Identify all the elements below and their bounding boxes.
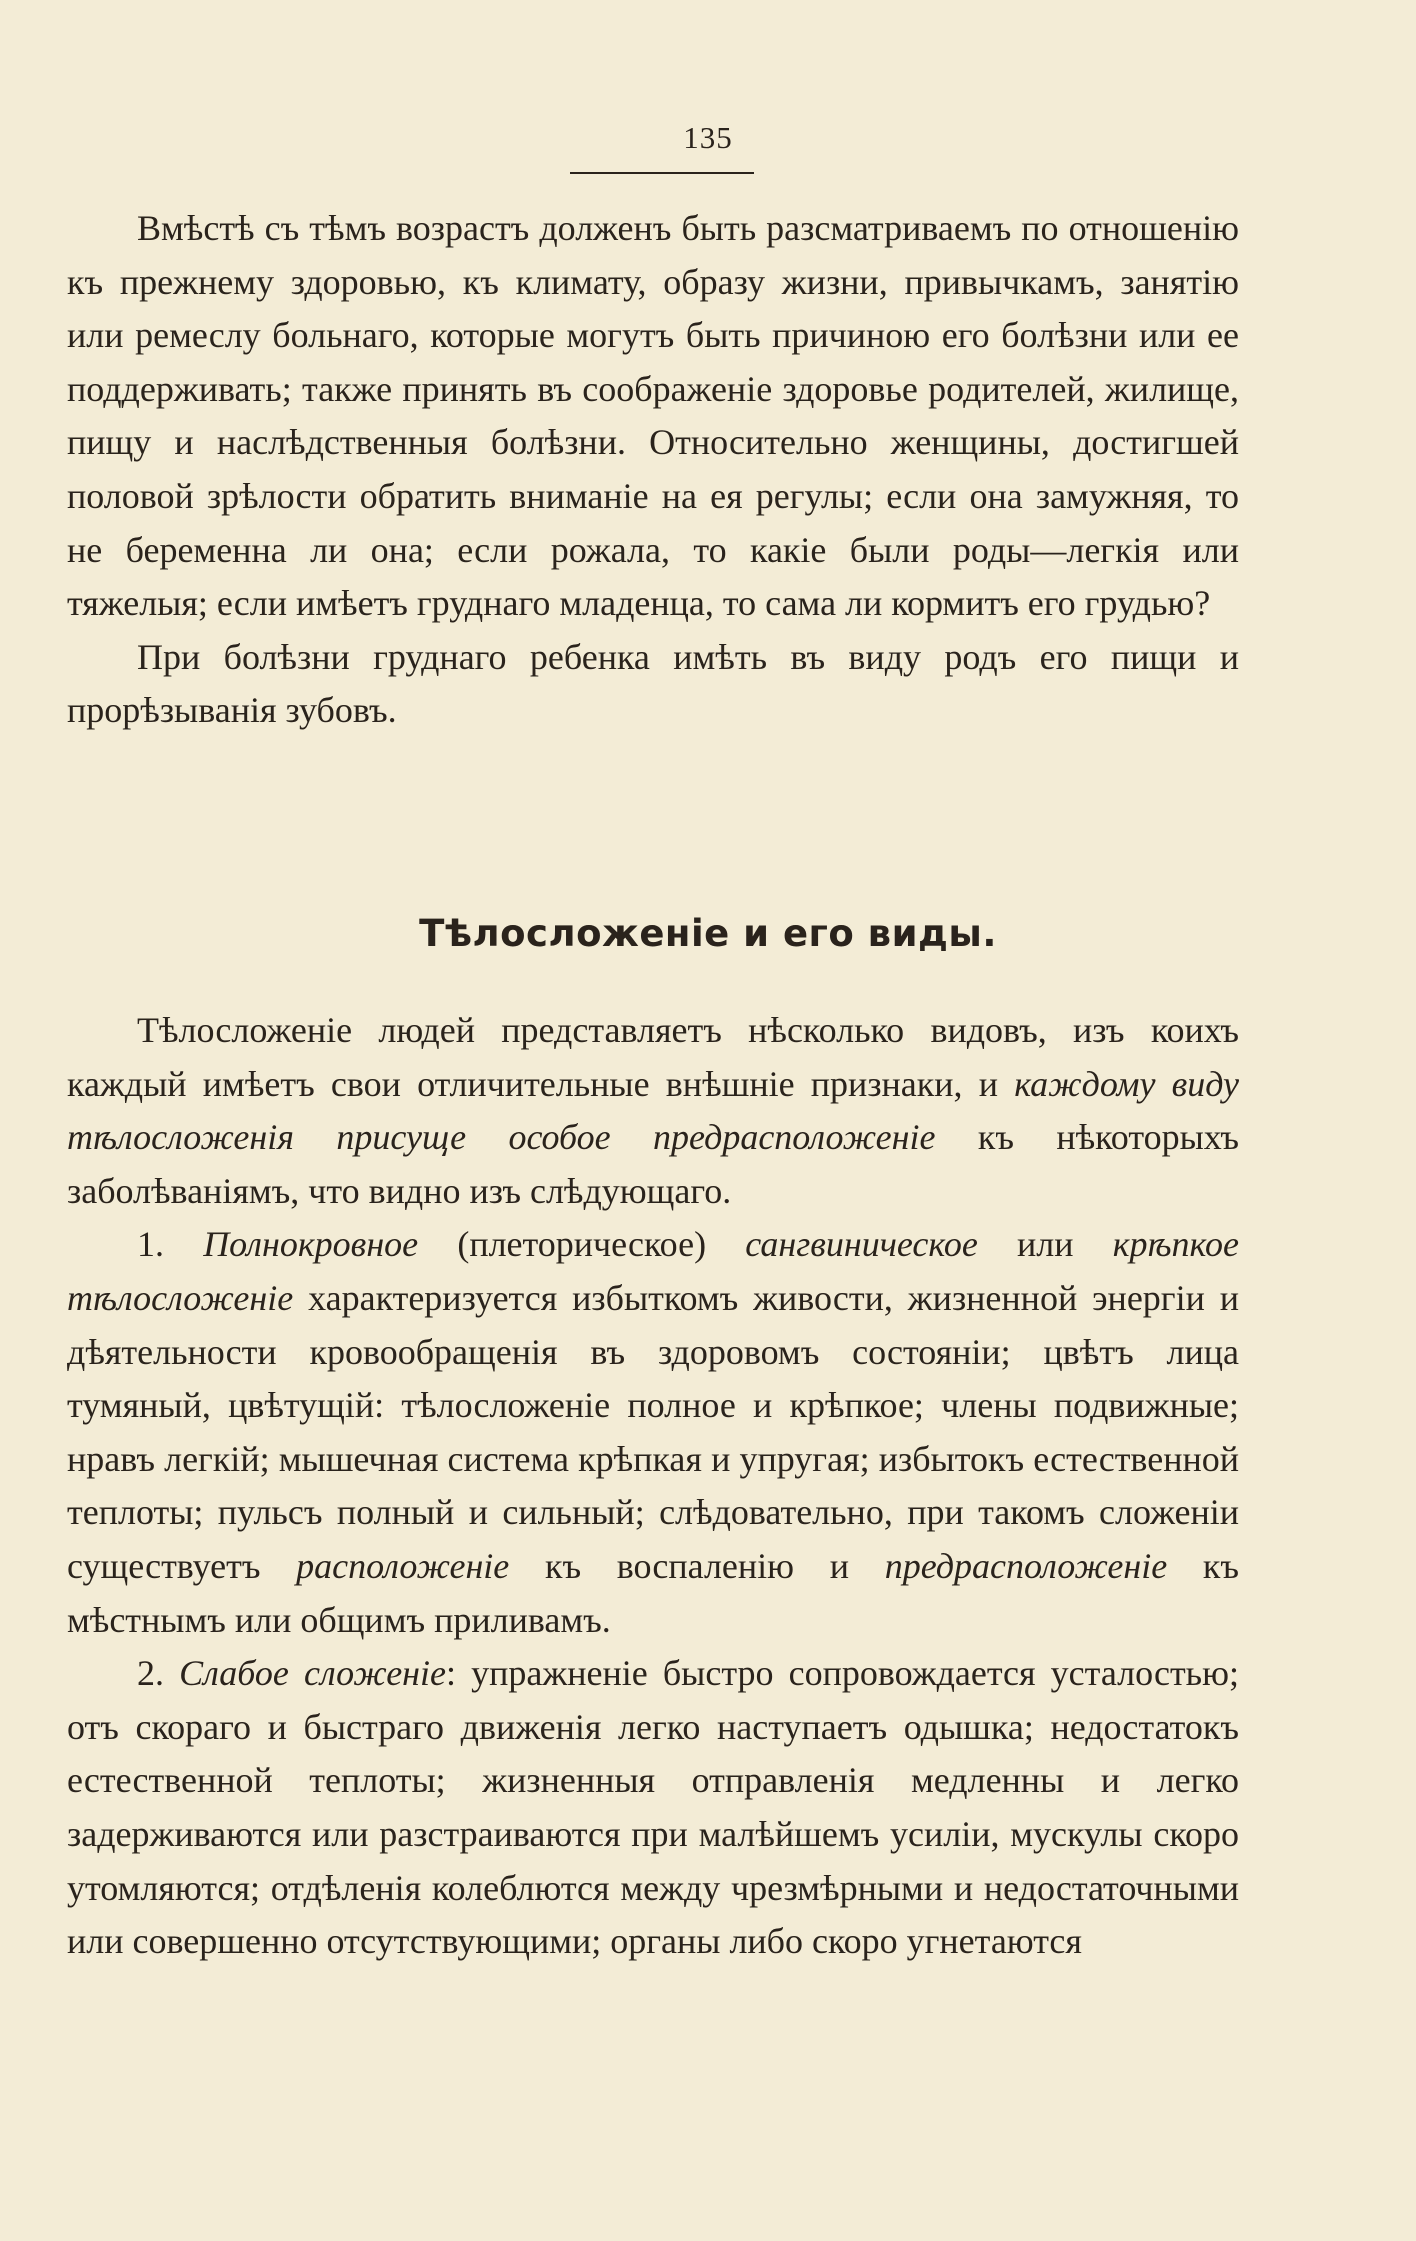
- paragraph-body-types-intro: Тѣлосложеніе людей представляетъ нѣсколько видовъ, изъ коихъ каждый имѣетъ свои отличительные внѣшніе признаки, и каждому виду тѣлосложенія присуще особое предрасположеніе къ нѣкоторыхъ заболѣваніямъ, что видно изъ слѣдующаго.: [67, 1010, 1240, 1211]
- page-number-rule: [570, 172, 754, 174]
- text-block-body-types: [67, 1004, 1239, 1969]
- emphasis-text: предрасположеніе: [884, 1545, 1168, 1586]
- section-heading: Тѣлосложеніе и его виды.: [419, 912, 997, 955]
- paragraph-infant-illness: При болѣзни груднаго ребенка имѣть въ виду родъ его пищи и прорѣзыванія зубовъ.: [67, 636, 1239, 731]
- emphasis-text: Полнокровное: [203, 1224, 419, 1265]
- text-block-intro: [67, 202, 1239, 738]
- emphasis-text: расположеніе: [296, 1545, 510, 1586]
- paragraph-plethoric-type: 1. Полнокровное (плеторическое) сангвиническое или крѣпкое тѣлосложеніе характеризуется избыткомъ живости, жизненной энергіи и дѣятельности кровообращенія въ здоровомъ состояніи; цвѣтъ лица тумяный, цвѣтущій: тѣлосложеніе полное и крѣпкое; члены подвижные; нравъ легкій; мышечная система крѣпкая и упругая; избытокъ естественной теплоты; пульсъ полный и сильный; слѣдовательно, при такомъ сложеніи существуетъ расположеніе къ воспаленію и предрасположеніе къ мѣстнымъ или общимъ приливамъ.: [67, 1224, 1240, 1640]
- emphasis-text: крѣпкое тѣлосложеніе: [67, 1224, 1240, 1318]
- emphasis-text: каждому виду тѣлосложенія присуще особое предрасположеніе: [67, 1063, 1239, 1158]
- page-number: 135: [683, 120, 733, 155]
- paragraph-weak-type: 2. Слабое сложеніе: упражненіе быстро сопровождается усталостью; отъ скораго и быстраго движенія легко наступаетъ одышка; недостатокъ естественной теплоты; жизненныя отправленія медленны и легко задерживаются или разстраиваются при малѣйшемъ усиліи, мускулы скоро утомляются; отдѣленія колеблются между чрезмѣрными и недостаточными или совершенно отсутствующими; органы либо скоро угнетаются: [67, 1653, 1239, 1962]
- emphasis-text: сангвиническое: [745, 1224, 978, 1265]
- paragraph-age-considerations: Вмѣстѣ съ тѣмъ возрастъ долженъ быть разсматриваемъ по отношенію къ прежнему здоровью, къ климату, образу жизни, привычкамъ, занятію или ремеслу больнаго, которые могутъ быть причиною его болѣзни или ее поддерживать; также принять въ соображеніе здоровье родителей, жилище, пищу и наслѣдственныя болѣзни. Относительно женщины, достигшей половой зрѣлости обратить вниманіе на ея регулы; если она замужняя, то не беременна ли она; если рожала, то какіе были роды—легкія или тяжелыя; если имѣетъ груднаго младенца, то сама ли кормитъ его грудью?: [67, 208, 1239, 624]
- emphasis-text: Слабое сложеніе: [179, 1653, 447, 1694]
